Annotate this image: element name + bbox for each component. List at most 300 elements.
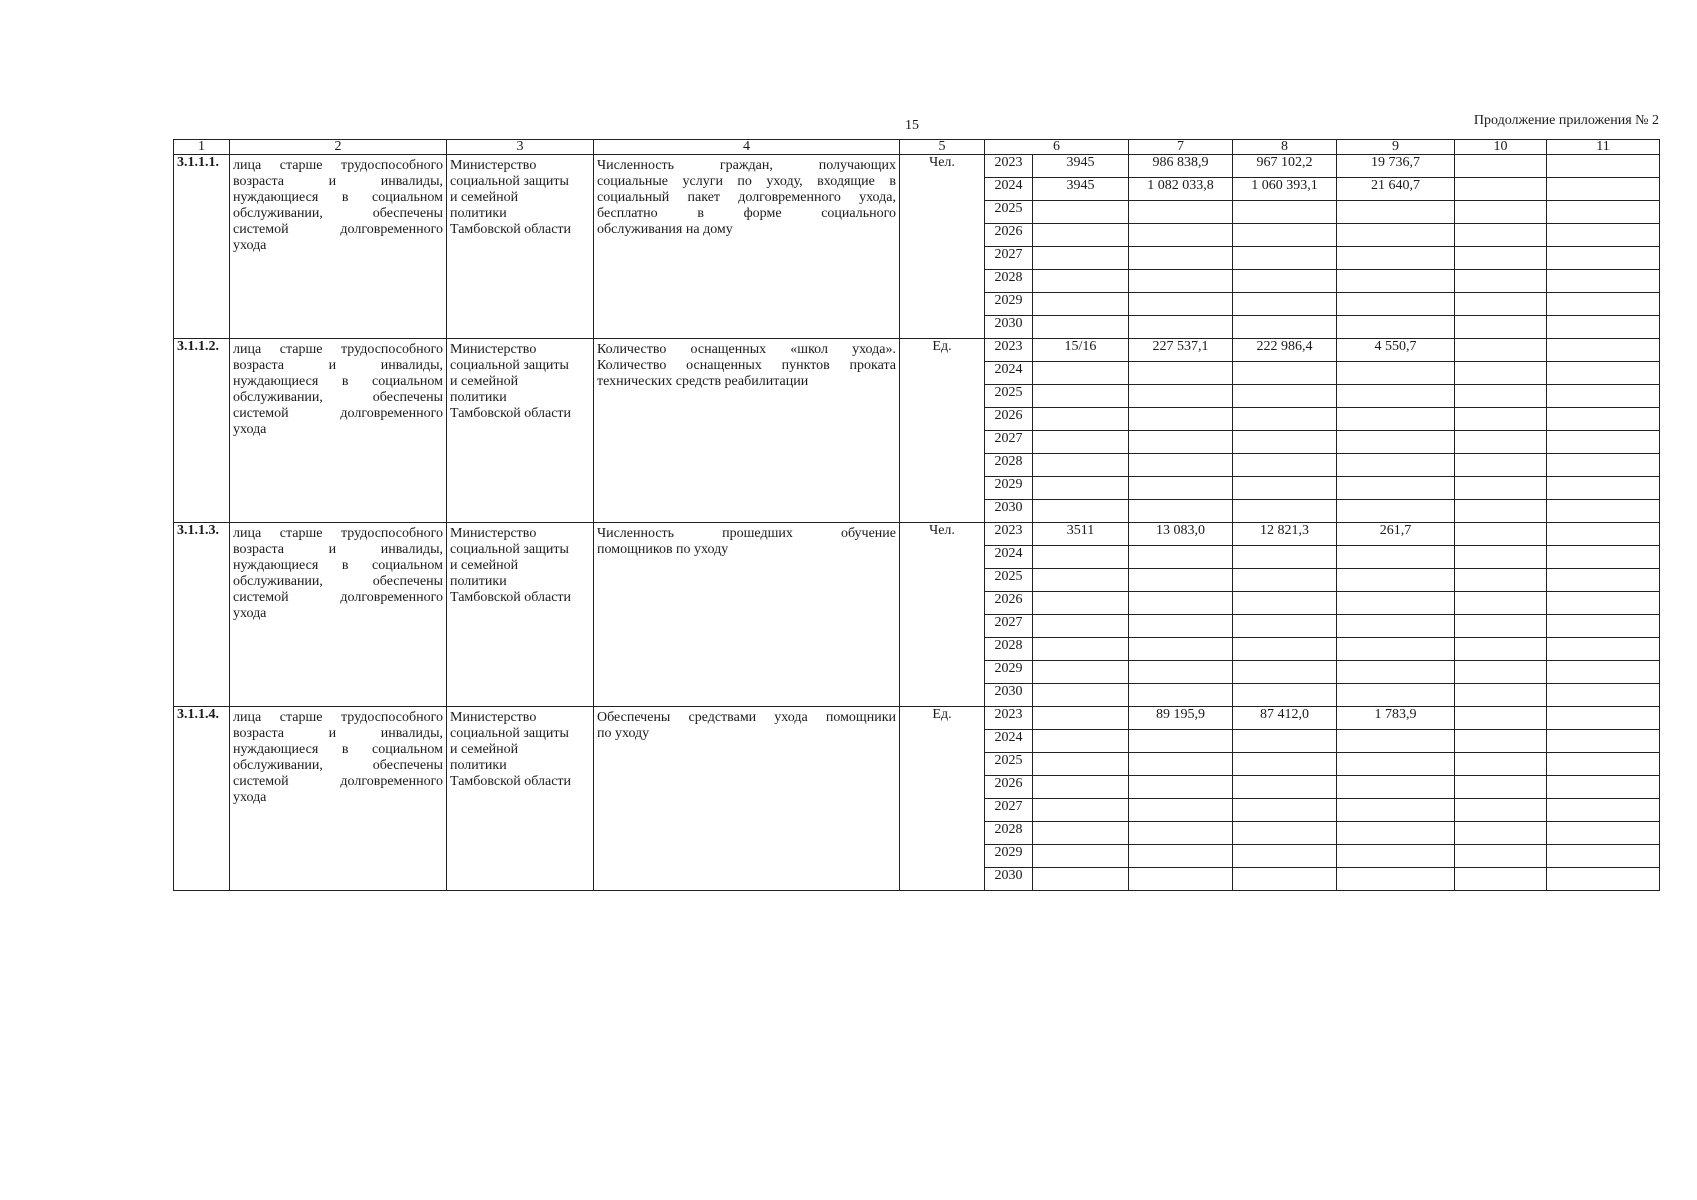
value-col11 — [1547, 845, 1660, 868]
year-cell: 2026 — [985, 776, 1033, 799]
row-description — [230, 339, 447, 523]
value-col11 — [1547, 431, 1660, 454]
value-col9: 261,7 — [1337, 523, 1455, 546]
cell-line: политики — [450, 758, 507, 773]
table-row — [174, 155, 1660, 178]
value-col6: 3945 — [1033, 155, 1129, 178]
value-col6 — [1033, 546, 1129, 569]
value-col8 — [1233, 615, 1337, 638]
value-col9 — [1337, 615, 1455, 638]
value-col9 — [1337, 868, 1455, 891]
value-col11 — [1547, 638, 1660, 661]
row-unit: Ед. — [900, 707, 985, 891]
year-cell: 2024 — [985, 546, 1033, 569]
value-col8: 967 102,2 — [1233, 155, 1337, 178]
row-description — [230, 155, 447, 339]
year-cell: 2028 — [985, 822, 1033, 845]
value-col11 — [1547, 477, 1660, 500]
value-col10 — [1455, 155, 1547, 178]
cell-line: помощников по уходу — [597, 542, 729, 557]
value-col10 — [1455, 868, 1547, 891]
value-col8 — [1233, 638, 1337, 661]
value-col7: 89 195,9 — [1129, 707, 1233, 730]
value-col11 — [1547, 155, 1660, 178]
value-col6 — [1033, 753, 1129, 776]
value-col8 — [1233, 661, 1337, 684]
cell-line: системой долговременного — [233, 590, 443, 605]
cell-line: Тамбовской области — [450, 590, 572, 605]
value-col10 — [1455, 408, 1547, 431]
value-col9 — [1337, 408, 1455, 431]
value-col7 — [1129, 293, 1233, 316]
row-executor — [447, 707, 594, 891]
cell-line: Министерство — [450, 710, 537, 725]
year-cell: 2027 — [985, 247, 1033, 270]
value-col11 — [1547, 615, 1660, 638]
cell-line: ухода — [233, 606, 267, 621]
value-col7 — [1129, 661, 1233, 684]
value-col9 — [1337, 753, 1455, 776]
value-col7 — [1129, 477, 1233, 500]
value-col7 — [1129, 730, 1233, 753]
value-col9 — [1337, 776, 1455, 799]
value-col10 — [1455, 707, 1547, 730]
cell-line: Количество оснащенных «школ ухода». — [597, 342, 896, 357]
value-col8 — [1233, 822, 1337, 845]
year-cell: 2023 — [985, 523, 1033, 546]
value-col6 — [1033, 201, 1129, 224]
cell-line: по уходу — [597, 726, 650, 741]
value-col10 — [1455, 316, 1547, 339]
year-cell: 2029 — [985, 845, 1033, 868]
value-col8 — [1233, 569, 1337, 592]
value-col6: 15/16 — [1033, 339, 1129, 362]
cell-line: политики — [450, 574, 507, 589]
value-col6 — [1033, 431, 1129, 454]
value-col11 — [1547, 592, 1660, 615]
year-cell: 2023 — [985, 339, 1033, 362]
value-col6 — [1033, 408, 1129, 431]
value-col10 — [1455, 339, 1547, 362]
value-col9 — [1337, 661, 1455, 684]
cell-line: нуждающиеся в социальном — [233, 374, 443, 389]
page-number: 15 — [905, 118, 919, 133]
value-col8 — [1233, 316, 1337, 339]
cell-line: Обеспечены средствами ухода помощники — [597, 710, 896, 725]
value-col8 — [1233, 684, 1337, 707]
value-col11 — [1547, 339, 1660, 362]
value-col10 — [1455, 270, 1547, 293]
value-col10 — [1455, 500, 1547, 523]
value-col6 — [1033, 362, 1129, 385]
value-col6 — [1033, 592, 1129, 615]
value-col6 — [1033, 270, 1129, 293]
table-row — [174, 339, 1660, 362]
value-col6 — [1033, 638, 1129, 661]
value-col7 — [1129, 799, 1233, 822]
value-col8 — [1233, 270, 1337, 293]
value-col10 — [1455, 822, 1547, 845]
value-col8 — [1233, 408, 1337, 431]
value-col9 — [1337, 293, 1455, 316]
value-col10 — [1455, 454, 1547, 477]
value-col11 — [1547, 868, 1660, 891]
year-cell: 2026 — [985, 592, 1033, 615]
cell-line: бесплатно в форме социального — [597, 206, 896, 221]
row-indicator — [594, 523, 900, 707]
value-col8 — [1233, 799, 1337, 822]
value-col7: 13 083,0 — [1129, 523, 1233, 546]
value-col10 — [1455, 684, 1547, 707]
value-col9 — [1337, 569, 1455, 592]
cell-line: Министерство — [450, 342, 537, 357]
year-cell: 2028 — [985, 454, 1033, 477]
cell-line: нуждающиеся в социальном — [233, 190, 443, 205]
value-col9 — [1337, 454, 1455, 477]
cell-line: системой долговременного — [233, 222, 443, 237]
cell-line: Министерство — [450, 526, 537, 541]
value-col6 — [1033, 293, 1129, 316]
value-col7 — [1129, 408, 1233, 431]
cell-line: социальной защиты — [450, 174, 569, 189]
cell-line: возраста и инвалиды, — [233, 358, 443, 373]
cell-line: политики — [450, 390, 507, 405]
value-col11 — [1547, 454, 1660, 477]
year-cell: 2030 — [985, 500, 1033, 523]
program-table — [173, 139, 1660, 891]
value-col11 — [1547, 178, 1660, 201]
header-cell: 2 — [230, 140, 447, 155]
value-col6 — [1033, 707, 1129, 730]
cell-line: Министерство — [450, 158, 537, 173]
value-col9 — [1337, 546, 1455, 569]
value-col6 — [1033, 822, 1129, 845]
row-unit: Ед. — [900, 339, 985, 523]
cell-line: социальной защиты — [450, 542, 569, 557]
value-col7 — [1129, 776, 1233, 799]
value-col10 — [1455, 224, 1547, 247]
year-cell: 2028 — [985, 270, 1033, 293]
value-col8 — [1233, 431, 1337, 454]
value-col10 — [1455, 592, 1547, 615]
row-indicator — [594, 155, 900, 339]
value-col9 — [1337, 477, 1455, 500]
year-cell: 2024 — [985, 730, 1033, 753]
row-executor — [447, 523, 594, 707]
cell-line: системой долговременного — [233, 774, 443, 789]
value-col7 — [1129, 385, 1233, 408]
value-col11 — [1547, 776, 1660, 799]
year-cell: 2023 — [985, 155, 1033, 178]
value-col11 — [1547, 293, 1660, 316]
value-col6 — [1033, 730, 1129, 753]
value-col10 — [1455, 569, 1547, 592]
value-col7: 1 082 033,8 — [1129, 178, 1233, 201]
value-col8 — [1233, 477, 1337, 500]
value-col7 — [1129, 270, 1233, 293]
cell-line: и семейной — [450, 558, 519, 573]
year-cell: 2027 — [985, 615, 1033, 638]
year-cell: 2030 — [985, 316, 1033, 339]
table-row — [174, 707, 1660, 730]
header-cell: 7 — [1129, 140, 1233, 155]
cell-line: и семейной — [450, 190, 519, 205]
value-col7 — [1129, 500, 1233, 523]
row-description — [230, 523, 447, 707]
year-cell: 2025 — [985, 385, 1033, 408]
header-cell: 3 — [447, 140, 594, 155]
value-col11 — [1547, 753, 1660, 776]
cell-line: ухода — [233, 422, 267, 437]
value-col11 — [1547, 247, 1660, 270]
value-col7 — [1129, 316, 1233, 339]
value-col10 — [1455, 293, 1547, 316]
row-indicator — [594, 339, 900, 523]
value-col6 — [1033, 868, 1129, 891]
value-col10 — [1455, 523, 1547, 546]
value-col11 — [1547, 822, 1660, 845]
cell-line: возраста и инвалиды, — [233, 542, 443, 557]
cell-line: лица старше трудоспособного — [233, 526, 443, 541]
row-code: 3.1.1.3. — [174, 523, 230, 707]
value-col7 — [1129, 454, 1233, 477]
value-col11 — [1547, 661, 1660, 684]
table-row — [174, 523, 1660, 546]
value-col9 — [1337, 316, 1455, 339]
value-col7: 986 838,9 — [1129, 155, 1233, 178]
year-cell: 2027 — [985, 431, 1033, 454]
year-cell: 2023 — [985, 707, 1033, 730]
cell-line: Тамбовской области — [450, 774, 572, 789]
cell-line: лица старше трудоспособного — [233, 710, 443, 725]
row-description — [230, 707, 447, 891]
cell-line: ухода — [233, 790, 267, 805]
year-cell: 2029 — [985, 293, 1033, 316]
value-col7 — [1129, 753, 1233, 776]
value-col7 — [1129, 684, 1233, 707]
cell-line: обслуживании, обеспечены — [233, 574, 443, 589]
value-col7 — [1129, 569, 1233, 592]
value-col11 — [1547, 362, 1660, 385]
value-col7 — [1129, 638, 1233, 661]
value-col9 — [1337, 270, 1455, 293]
value-col9 — [1337, 362, 1455, 385]
value-col8 — [1233, 592, 1337, 615]
year-cell: 2024 — [985, 178, 1033, 201]
value-col9 — [1337, 730, 1455, 753]
value-col7 — [1129, 431, 1233, 454]
value-col6 — [1033, 477, 1129, 500]
value-col9: 19 736,7 — [1337, 155, 1455, 178]
value-col8 — [1233, 362, 1337, 385]
header-cell: 8 — [1233, 140, 1337, 155]
value-col9 — [1337, 638, 1455, 661]
value-col11 — [1547, 684, 1660, 707]
value-col8 — [1233, 201, 1337, 224]
cell-line: ухода — [233, 238, 267, 253]
cell-line: лица старше трудоспособного — [233, 158, 443, 173]
cell-line: обслуживании, обеспечены — [233, 390, 443, 405]
value-col8 — [1233, 293, 1337, 316]
table-body — [174, 155, 1660, 891]
value-col6 — [1033, 454, 1129, 477]
value-col9 — [1337, 431, 1455, 454]
value-col9 — [1337, 845, 1455, 868]
cell-line: социальные услуги по уходу, входящие в — [597, 174, 896, 189]
cell-line: Численность граждан, получающих — [597, 158, 896, 173]
value-col8 — [1233, 845, 1337, 868]
value-col9: 4 550,7 — [1337, 339, 1455, 362]
year-cell: 2028 — [985, 638, 1033, 661]
header-cell: 10 — [1455, 140, 1547, 155]
year-cell: 2027 — [985, 799, 1033, 822]
value-col10 — [1455, 845, 1547, 868]
cell-line: технических средств реабилитации — [597, 374, 809, 389]
value-col7 — [1129, 845, 1233, 868]
value-col10 — [1455, 546, 1547, 569]
value-col6 — [1033, 569, 1129, 592]
cell-line: нуждающиеся в социальном — [233, 558, 443, 573]
value-col7 — [1129, 201, 1233, 224]
value-col6 — [1033, 845, 1129, 868]
value-col10 — [1455, 385, 1547, 408]
value-col6: 3511 — [1033, 523, 1129, 546]
value-col8: 87 412,0 — [1233, 707, 1337, 730]
cell-line: социальный пакет долговременного ухода, — [597, 190, 896, 205]
value-col11 — [1547, 270, 1660, 293]
cell-line: социальной защиты — [450, 726, 569, 741]
value-col9 — [1337, 247, 1455, 270]
cell-line: социальной защиты — [450, 358, 569, 373]
cell-line: возраста и инвалиды, — [233, 174, 443, 189]
value-col8 — [1233, 385, 1337, 408]
row-unit: Чел. — [900, 523, 985, 707]
value-col7 — [1129, 546, 1233, 569]
header-cell: 6 — [985, 140, 1129, 155]
header-cell: 5 — [900, 140, 985, 155]
value-col7 — [1129, 224, 1233, 247]
value-col6 — [1033, 684, 1129, 707]
year-cell: 2030 — [985, 868, 1033, 891]
year-cell: 2026 — [985, 408, 1033, 431]
value-col8 — [1233, 546, 1337, 569]
value-col9 — [1337, 201, 1455, 224]
value-col10 — [1455, 661, 1547, 684]
year-cell: 2030 — [985, 684, 1033, 707]
value-col11 — [1547, 730, 1660, 753]
value-col11 — [1547, 500, 1660, 523]
value-col6 — [1033, 316, 1129, 339]
value-col10 — [1455, 776, 1547, 799]
year-cell: 2029 — [985, 661, 1033, 684]
cell-line: политики — [450, 206, 507, 221]
cell-line: Тамбовской области — [450, 406, 572, 421]
year-cell: 2025 — [985, 753, 1033, 776]
value-col7 — [1129, 247, 1233, 270]
value-col10 — [1455, 753, 1547, 776]
value-col8 — [1233, 500, 1337, 523]
value-col10 — [1455, 201, 1547, 224]
value-col6 — [1033, 776, 1129, 799]
year-cell: 2029 — [985, 477, 1033, 500]
value-col6 — [1033, 799, 1129, 822]
value-col9 — [1337, 385, 1455, 408]
value-col11 — [1547, 316, 1660, 339]
value-col11 — [1547, 201, 1660, 224]
value-col9: 1 783,9 — [1337, 707, 1455, 730]
value-col8: 1 060 393,1 — [1233, 178, 1337, 201]
value-col10 — [1455, 247, 1547, 270]
continuation-label: Продолжение приложения № 2 — [1473, 113, 1659, 128]
value-col6 — [1033, 661, 1129, 684]
row-unit: Чел. — [900, 155, 985, 339]
year-cell: 2026 — [985, 224, 1033, 247]
value-col8 — [1233, 776, 1337, 799]
row-indicator — [594, 707, 900, 891]
row-executor — [447, 339, 594, 523]
value-col6 — [1033, 500, 1129, 523]
row-code: 3.1.1.1. — [174, 155, 230, 339]
cell-line: обслуживании, обеспечены — [233, 758, 443, 773]
header-cell: 4 — [594, 140, 900, 155]
year-cell: 2025 — [985, 569, 1033, 592]
value-col6 — [1033, 247, 1129, 270]
row-code: 3.1.1.4. — [174, 707, 230, 891]
value-col11 — [1547, 408, 1660, 431]
value-col8 — [1233, 868, 1337, 891]
value-col8 — [1233, 730, 1337, 753]
value-col11 — [1547, 707, 1660, 730]
row-executor — [447, 155, 594, 339]
cell-line: Количество оснащенных пунктов проката — [597, 358, 896, 373]
value-col6 — [1033, 385, 1129, 408]
value-col7 — [1129, 615, 1233, 638]
value-col11 — [1547, 546, 1660, 569]
cell-line: обслуживания на дому — [597, 222, 733, 237]
value-col9: 21 640,7 — [1337, 178, 1455, 201]
value-col11 — [1547, 799, 1660, 822]
cell-line: и семейной — [450, 374, 519, 389]
value-col6 — [1033, 615, 1129, 638]
row-code: 3.1.1.2. — [174, 339, 230, 523]
value-col6 — [1033, 224, 1129, 247]
cell-line: лица старше трудоспособного — [233, 342, 443, 357]
value-col7 — [1129, 362, 1233, 385]
value-col10 — [1455, 431, 1547, 454]
value-col9 — [1337, 224, 1455, 247]
cell-line: системой долговременного — [233, 406, 443, 421]
header-cell: 11 — [1547, 140, 1660, 155]
cell-line: нуждающиеся в социальном — [233, 742, 443, 757]
value-col10 — [1455, 638, 1547, 661]
value-col10 — [1455, 799, 1547, 822]
cell-line: Численность прошедших обучение — [597, 526, 896, 541]
value-col7 — [1129, 868, 1233, 891]
value-col8 — [1233, 753, 1337, 776]
value-col8 — [1233, 224, 1337, 247]
value-col8 — [1233, 454, 1337, 477]
cell-line: и семейной — [450, 742, 519, 757]
year-cell: 2025 — [985, 201, 1033, 224]
header-cell: 1 — [174, 140, 230, 155]
value-col7: 227 537,1 — [1129, 339, 1233, 362]
value-col11 — [1547, 569, 1660, 592]
value-col10 — [1455, 615, 1547, 638]
value-col11 — [1547, 224, 1660, 247]
cell-line: обслуживании, обеспечены — [233, 206, 443, 221]
value-col7 — [1129, 822, 1233, 845]
value-col9 — [1337, 500, 1455, 523]
